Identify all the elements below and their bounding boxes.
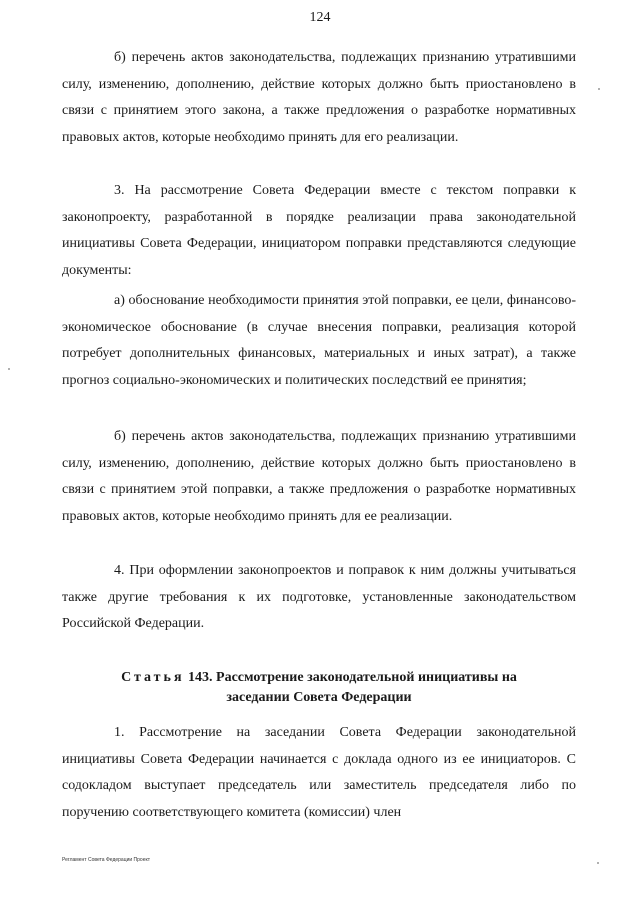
page-number: 124 — [309, 10, 331, 25]
article-heading-line1 — [62, 668, 576, 688]
paragraph-1-consideration: 1. Рассмотрение на заседании Совета Федерации законодательной инициативы Совета Федерации начинается с доклада одного из ее инициаторов. С содокладом выступает председатель или заместитель председателя либо по поручению соответствующего комитета (комиссии) член — [62, 725, 576, 820]
article-title-line1: 143. Рассмотрение законодательной инициативы на — [188, 670, 517, 685]
scan-speck — [597, 862, 599, 864]
scan-speck — [598, 88, 600, 90]
paragraph-list-a-justification: а) обоснование необходимости принятия этой поправки, ее цели, финансово-экономическое обоснование (в случае внесения поправки, реализация которой потребует дополнительных финансовых, материальных и иных затрат), а также прогноз социально-экономических и политических последствий ее принятия; — [62, 293, 576, 388]
scan-speck — [8, 368, 10, 370]
article-title-line2: заседании Совета Федерации — [226, 690, 412, 705]
article-heading — [62, 668, 576, 708]
paragraph-3-amendment-documents: 3. На рассмотрение Совета Федерации вместе с текстом поправки к законопроекту, разработанной в порядке реализации права законодательной инициативы Совета Федерации, инициатором поправки представляются следующие документы: — [62, 183, 576, 278]
paragraph-list-b-law: б) перечень актов законодательства, подлежащих признанию утратившими силу, изменению, дополнению, действие которых должно быть приостановлено в связи с принятием этого закона, а также предложения о разработке нормативных правовых актов, которые необходимо принять для его реализации. — [62, 50, 576, 145]
footer-note: Регламент Совета Федерации Проект — [62, 857, 151, 863]
article-word: Статья — [121, 670, 185, 685]
paragraph-4-requirements: 4. При оформлении законопроектов и поправок к ним должны учитываться также другие требования к их подготовке, установленные законодательством Российской Федерации. — [62, 563, 576, 632]
paragraph-list-b-amendment: б) перечень актов законодательства, подлежащих признанию утратившими силу, изменению, дополнению, действие которых должно быть приостановлено в связи с принятием этой поправки, а также предложения о разработке нормативных правовых актов, которые необходимо принять для ее реализации. — [62, 429, 576, 524]
